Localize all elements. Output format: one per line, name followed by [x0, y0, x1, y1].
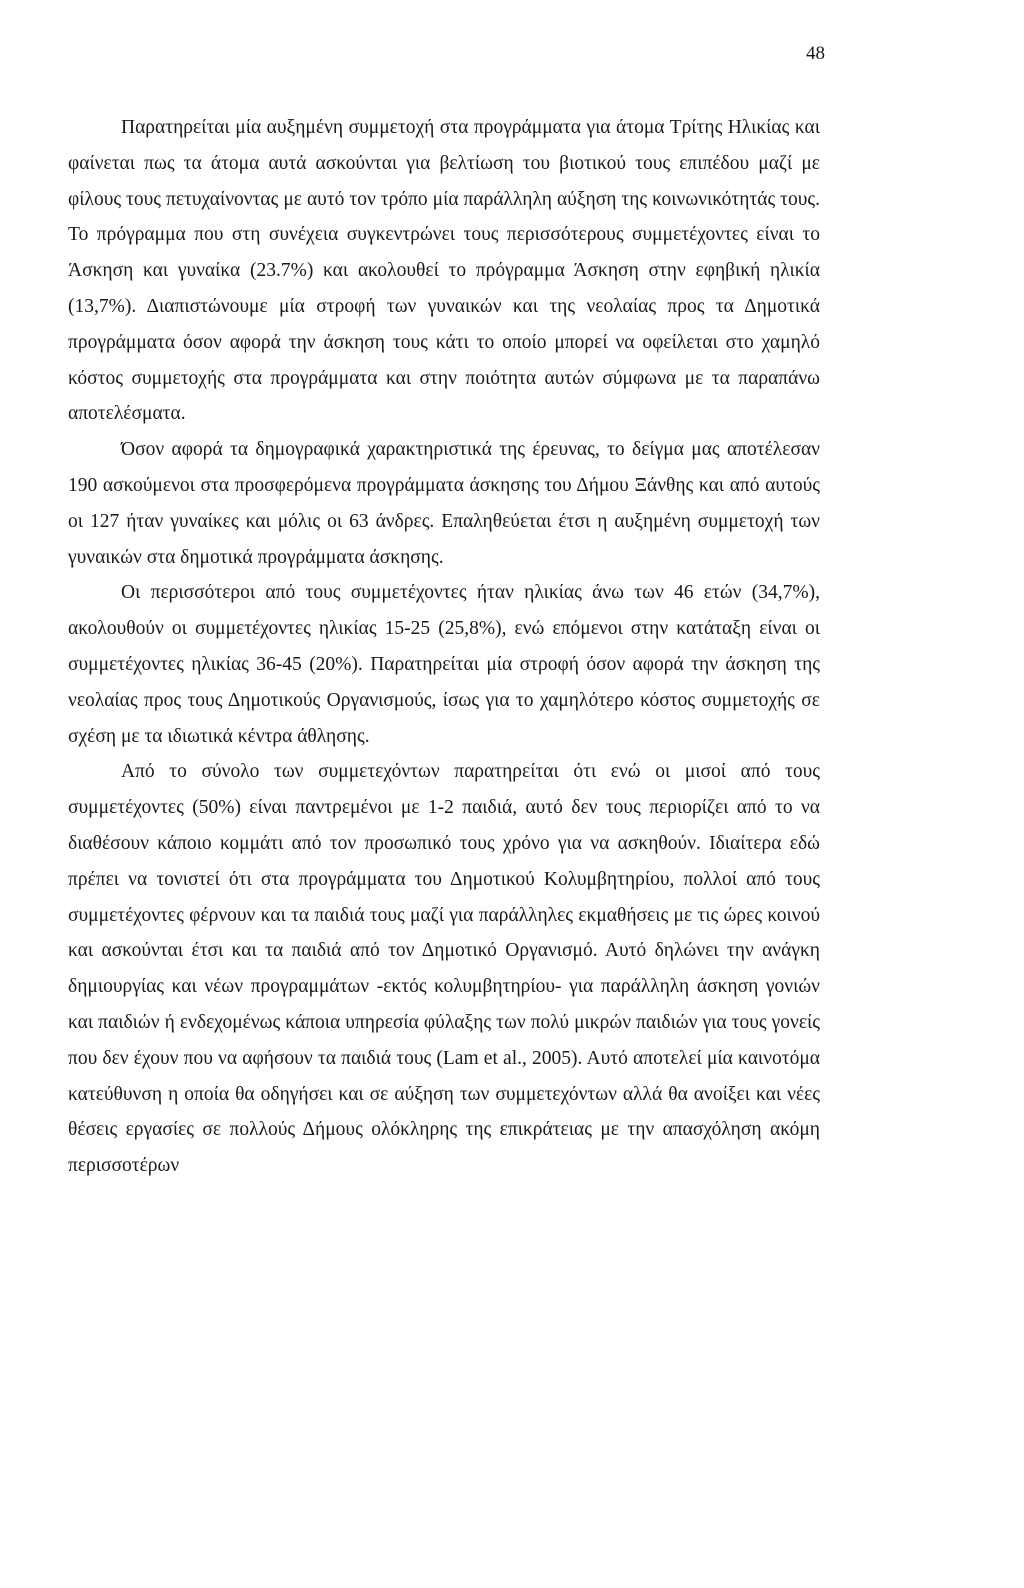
paragraph-sample-demographics: Όσον αφορά τα δημογραφικά χαρακτηριστικά της έρευνας, το δείγμα μας αποτέλεσαν 190 ασκούμενοι στα προσφερόμενα προγράμματα άσκησης του Δήμου Ξάνθης και από αυτούς οι 127 ήταν γυναίκες και μόλις οι 63 άνδρες. Επαληθεύεται έτσι η αυξημένη συμμετοχή των γυναικών στα δημοτικά προγράμματα άσκησης.	[68, 439, 820, 568]
paragraph-age-distribution: Οι περισσότεροι από τους συμμετέχοντες ήταν ηλικίας άνω των 46 ετών (34,7%), ακολουθούν οι συμμετέχοντες ηλικίας 15-25 (25,8%), ενώ επόμενοι στην κατάταξη είναι οι συμμετέχοντες ηλικίας 36-45 (20%). Παρατηρείται μία στροφή όσον αφορά την άσκηση της νεολαίας προς τους Δημοτικούς Οργανισμούς, ίσως για το χαμηλότερο κόστος συμμετοχής σε σχέση με τα ιδιωτικά κέντρα άθλησης.	[68, 582, 820, 747]
paragraph-participation-trends: Παρατηρείται μία αυξημένη συμμετοχή στα προγράμματα για άτομα Τρίτης Ηλικίας και φαίνεται πως τα άτομα αυτά ασκούνται για βελτίωση του βιοτικού τους επιπέδου μαζί με φίλους τους πετυχαίνοντας με αυτό τον τρόπο μία παράλληλη αύξηση της κοινωνικότητάς τους. Το πρόγραμμα που στη συνέχεια συγκεντρώνει τους περισσότερους συμμετέχοντες είναι το Άσκηση και γυναίκα (23.7%) και ακολουθεί το πρόγραμμα Άσκηση στην εφηβική ηλικία (13,7%). Διαπιστώνουμε μία στροφή των γυναικών και της νεολαίας προς τα Δημοτικά προγράμματα όσον αφορά την άσκηση τους κάτι το οποίο μπορεί να οφείλεται στο χαμηλό κόστος συμμετοχής στα προγράμματα και στην ποιότητα αυτών σύμφωνα με τα παραπάνω αποτελέσματα.	[68, 117, 820, 425]
page-number: 48	[806, 43, 825, 64]
document-body	[68, 110, 820, 1184]
paragraph-family-status: Από το σύνολο των συμμετεχόντων παρατηρείται ότι ενώ οι μισοί από τους συμμετέχοντες (50%) είναι παντρεμένοι με 1-2 παιδιά, αυτό δεν τους περιορίζει από το να διαθέσουν κάποιο κομμάτι από τον προσωπικό τους χρόνο για να ασκηθούν. Ιδιαίτερα εδώ πρέπει να τονιστεί ότι στα προγράμματα του Δημοτικού Κολυμβητηρίου, πολλοί από τους συμμετέχοντες φέρνουν και τα παιδιά τους μαζί για παράλληλες εκμαθήσεις με τις ώρες κοινού και ασκούνται έτσι και τα παιδιά από τον Δημοτικό Οργανισμό. Αυτό δηλώνει την ανάγκη δημιουργίας και νέων προγραμμάτων -εκτός κολυμβητηρίου- για παράλληλη άσκηση γονιών και παιδιών ή ενδεχομένως κάποια υπηρεσία φύλαξης των πολύ μικρών παιδιών για τους γονείς που δεν έχουν που να αφήσουν τα παιδιά τους (Lam et al., 2005). Αυτό αποτελεί μία καινοτόμα κατεύθυνση η οποία θα οδηγήσει και σε αύξηση των συμμετεχόντων αλλά θα ανοίξει και νέες θέσεις εργασίες σε πολλούς Δήμους ολόκληρης της επικράτειας με την απασχόληση ακόμη περισσοτέρων	[68, 761, 820, 1177]
